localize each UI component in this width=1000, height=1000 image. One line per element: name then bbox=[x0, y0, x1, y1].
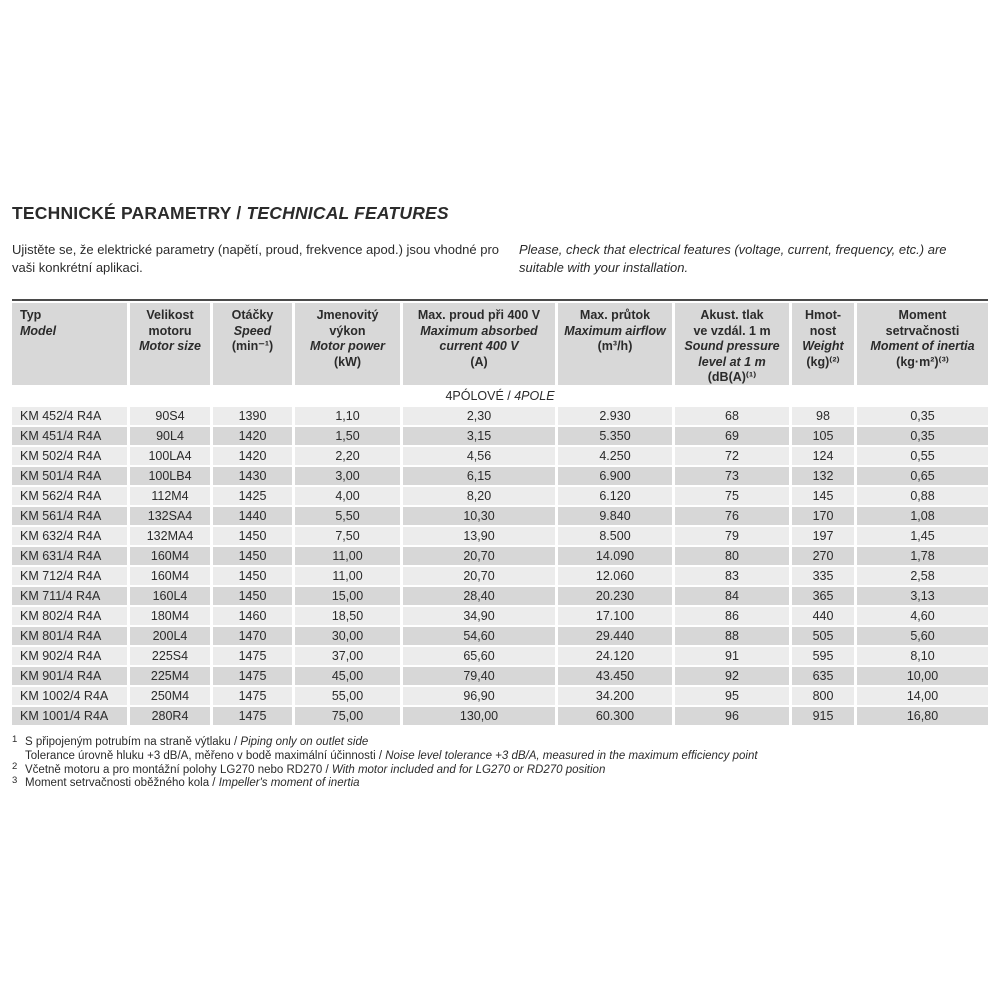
column-header bbox=[558, 303, 672, 385]
row-value-cell: 90S4 bbox=[130, 407, 210, 425]
footnote-marker: 1 bbox=[12, 733, 18, 745]
row-value-cell: 79 bbox=[675, 527, 789, 545]
footnote-czech: Moment setrvačnosti oběžného kola / bbox=[25, 777, 219, 790]
footnote-line bbox=[12, 774, 988, 791]
row-model-cell: KM 501/4 R4A bbox=[12, 467, 127, 485]
row-value-cell: 1470 bbox=[213, 627, 292, 645]
row-value-cell: 28,40 bbox=[403, 587, 555, 605]
header-line-czech: Jmenovitý bbox=[316, 308, 379, 322]
row-value-cell: 280R4 bbox=[130, 707, 210, 725]
section-label-czech: 4PÓLOVÉ / bbox=[445, 389, 515, 403]
row-value-cell: 1450 bbox=[213, 527, 292, 545]
intro-english: Please, check that electrical features (voltage, current, frequency, etc.) are suitable with your installation. bbox=[519, 242, 947, 275]
row-value-cell: 91 bbox=[675, 647, 789, 665]
row-value-cell: 43.450 bbox=[558, 667, 672, 685]
row-value-cell: 1430 bbox=[213, 467, 292, 485]
row-value-cell: 1475 bbox=[213, 647, 292, 665]
row-model-cell: KM 452/4 R4A bbox=[12, 407, 127, 425]
row-value-cell: 5,50 bbox=[295, 507, 400, 525]
footnote-line bbox=[12, 750, 988, 764]
row-model-cell: KM 451/4 R4A bbox=[12, 427, 127, 445]
footnote-czech: S připojeným potrubím na straně výtlaku / bbox=[25, 736, 241, 748]
row-value-cell: 65,60 bbox=[403, 647, 555, 665]
row-value-cell: 1,78 bbox=[857, 547, 988, 565]
row-value-cell: 8,10 bbox=[857, 647, 988, 665]
row-value-cell: 84 bbox=[675, 587, 789, 605]
row-value-cell: 225M4 bbox=[130, 667, 210, 685]
row-value-cell: 8.500 bbox=[558, 527, 672, 545]
row-value-cell: 90L4 bbox=[130, 427, 210, 445]
row-value-cell: 96 bbox=[675, 707, 789, 725]
header-line-unit: (kg·m²)⁽³⁾ bbox=[896, 354, 949, 369]
section-row-4pole bbox=[12, 387, 988, 405]
row-value-cell: 24.120 bbox=[558, 647, 672, 665]
row-value-cell: 270 bbox=[792, 547, 854, 565]
row-value-cell: 800 bbox=[792, 687, 854, 705]
row-value-cell: 95 bbox=[675, 687, 789, 705]
row-value-cell: 365 bbox=[792, 587, 854, 605]
footnote-line bbox=[12, 761, 988, 778]
row-value-cell: 10,30 bbox=[403, 507, 555, 525]
footnote-line bbox=[12, 733, 988, 750]
row-value-cell: 60.300 bbox=[558, 707, 672, 725]
row-value-cell: 5.350 bbox=[558, 427, 672, 445]
row-value-cell: 1,10 bbox=[295, 407, 400, 425]
header-line-english: Model bbox=[20, 323, 57, 338]
page-title-czech: TECHNICKÉ PARAMETRY / bbox=[12, 203, 247, 223]
row-value-cell: 98 bbox=[792, 407, 854, 425]
row-value-cell: 20,70 bbox=[403, 547, 555, 565]
header-line-unit: (A) bbox=[470, 354, 488, 369]
row-value-cell: 2,58 bbox=[857, 567, 988, 585]
row-value-cell: 3,00 bbox=[295, 467, 400, 485]
row-value-cell: 132MA4 bbox=[130, 527, 210, 545]
row-value-cell: 79,40 bbox=[403, 667, 555, 685]
row-value-cell: 11,00 bbox=[295, 547, 400, 565]
row-value-cell: 440 bbox=[792, 607, 854, 625]
column-header bbox=[295, 303, 400, 385]
header-line-english: Speed bbox=[233, 323, 272, 338]
row-value-cell: 7,50 bbox=[295, 527, 400, 545]
header-line-unit: (kW) bbox=[333, 354, 362, 369]
row-value-cell: 4,00 bbox=[295, 487, 400, 505]
row-value-cell: 1475 bbox=[213, 687, 292, 705]
row-value-cell: 0,35 bbox=[857, 427, 988, 445]
header-line-english: Motor power bbox=[310, 339, 385, 353]
row-value-cell: 9.840 bbox=[558, 507, 672, 525]
column-header bbox=[857, 303, 988, 385]
row-value-cell: 11,00 bbox=[295, 567, 400, 585]
row-value-cell: 112M4 bbox=[130, 487, 210, 505]
footnote-czech: Tolerance úrovně hluku +3 dB/A, měřeno v bodě maximální účinnosti / bbox=[25, 749, 386, 762]
row-value-cell: 15,00 bbox=[295, 587, 400, 605]
row-value-cell: 30,00 bbox=[295, 627, 400, 645]
row-value-cell: 54,60 bbox=[403, 627, 555, 645]
page-title bbox=[12, 203, 449, 224]
row-model-cell: KM 711/4 R4A bbox=[12, 587, 127, 605]
row-value-cell: 3,15 bbox=[403, 427, 555, 445]
row-value-cell: 1450 bbox=[213, 587, 292, 605]
footnote-czech: Včetně motoru a pro montážní polohy LG270 nebo RD270 / bbox=[25, 763, 332, 776]
row-value-cell: 1,08 bbox=[857, 507, 988, 525]
row-value-cell: 160L4 bbox=[130, 587, 210, 605]
features-table bbox=[12, 303, 988, 725]
row-value-cell: 1450 bbox=[213, 547, 292, 565]
row-model-cell: KM 502/4 R4A bbox=[12, 447, 127, 465]
row-value-cell: 83 bbox=[675, 567, 789, 585]
row-value-cell: 595 bbox=[792, 647, 854, 665]
row-value-cell: 124 bbox=[792, 447, 854, 465]
row-value-cell: 160M4 bbox=[130, 547, 210, 565]
column-header bbox=[12, 303, 127, 385]
row-value-cell: 5,60 bbox=[857, 627, 988, 645]
row-value-cell: 34.200 bbox=[558, 687, 672, 705]
row-value-cell: 505 bbox=[792, 627, 854, 645]
row-value-cell: 1420 bbox=[213, 447, 292, 465]
footnotes bbox=[12, 733, 988, 791]
row-model-cell: KM 1001/4 R4A bbox=[12, 707, 127, 725]
row-value-cell: 160M4 bbox=[130, 567, 210, 585]
row-value-cell: 1460 bbox=[213, 607, 292, 625]
row-model-cell: KM 561/4 R4A bbox=[12, 507, 127, 525]
row-value-cell: 20,70 bbox=[403, 567, 555, 585]
row-value-cell: 180M4 bbox=[130, 607, 210, 625]
row-value-cell: 76 bbox=[675, 507, 789, 525]
header-line-czech: Hmot- bbox=[804, 308, 842, 322]
row-value-cell: 3,13 bbox=[857, 587, 988, 605]
header-line-english: Maximum absorbed bbox=[420, 323, 538, 338]
row-model-cell: KM 712/4 R4A bbox=[12, 567, 127, 585]
row-value-cell: 34,90 bbox=[403, 607, 555, 625]
row-value-cell: 2,20 bbox=[295, 447, 400, 465]
row-value-cell: 130,00 bbox=[403, 707, 555, 725]
header-line-unit: (dB(A)⁽¹⁾ bbox=[707, 370, 757, 384]
row-value-cell: 16,80 bbox=[857, 707, 988, 725]
row-value-cell: 1,45 bbox=[857, 527, 988, 545]
section-label-english: 4POLE bbox=[514, 389, 555, 403]
row-model-cell: KM 902/4 R4A bbox=[12, 647, 127, 665]
row-value-cell: 13,90 bbox=[403, 527, 555, 545]
row-value-cell: 18,50 bbox=[295, 607, 400, 625]
row-value-cell: 12.060 bbox=[558, 567, 672, 585]
row-value-cell: 45,00 bbox=[295, 667, 400, 685]
footnote-marker: 3 bbox=[12, 774, 18, 786]
row-value-cell: 69 bbox=[675, 427, 789, 445]
row-value-cell: 915 bbox=[792, 707, 854, 725]
header-line-english: current 400 V bbox=[439, 339, 519, 353]
header-line-czech: výkon bbox=[329, 323, 366, 338]
footnote-marker: 2 bbox=[12, 761, 18, 773]
row-value-cell: 1450 bbox=[213, 567, 292, 585]
header-line-unit: (min⁻¹) bbox=[231, 339, 274, 353]
row-value-cell: 14,00 bbox=[857, 687, 988, 705]
row-value-cell: 73 bbox=[675, 467, 789, 485]
footnote-english: Noise level tolerance +3 dB/A, measured in the maximum efficiency point bbox=[385, 749, 758, 762]
row-model-cell: KM 632/4 R4A bbox=[12, 527, 127, 545]
row-model-cell: KM 901/4 R4A bbox=[12, 667, 127, 685]
header-line-czech: ve vzdál. 1 m bbox=[693, 323, 771, 338]
header-line-czech: setrvačnosti bbox=[885, 323, 960, 338]
header-line-english: Weight bbox=[802, 339, 844, 353]
row-model-cell: KM 801/4 R4A bbox=[12, 627, 127, 645]
row-value-cell: 1440 bbox=[213, 507, 292, 525]
row-value-cell: 105 bbox=[792, 427, 854, 445]
column-header bbox=[130, 303, 210, 385]
row-value-cell: 2.930 bbox=[558, 407, 672, 425]
row-value-cell: 8,20 bbox=[403, 487, 555, 505]
column-header bbox=[213, 303, 292, 385]
row-value-cell: 80 bbox=[675, 547, 789, 565]
row-value-cell: 14.090 bbox=[558, 547, 672, 565]
row-model-cell: KM 562/4 R4A bbox=[12, 487, 127, 505]
row-value-cell: 92 bbox=[675, 667, 789, 685]
header-line-english: Moment of inertia bbox=[870, 339, 975, 353]
row-value-cell: 1390 bbox=[213, 407, 292, 425]
header-line-english: level at 1 m bbox=[698, 354, 766, 369]
row-value-cell: 1,50 bbox=[295, 427, 400, 445]
row-value-cell: 6,15 bbox=[403, 467, 555, 485]
row-value-cell: 0,88 bbox=[857, 487, 988, 505]
column-header bbox=[675, 303, 789, 385]
row-model-cell: KM 1002/4 R4A bbox=[12, 687, 127, 705]
row-value-cell: 72 bbox=[675, 447, 789, 465]
header-line-czech: Otáčky bbox=[231, 308, 274, 322]
row-value-cell: 86 bbox=[675, 607, 789, 625]
row-value-cell: 200L4 bbox=[130, 627, 210, 645]
column-header bbox=[792, 303, 854, 385]
footnote-english: With motor included and for LG270 or RD270 position bbox=[331, 763, 606, 776]
row-value-cell: 75,00 bbox=[295, 707, 400, 725]
row-value-cell: 225S4 bbox=[130, 647, 210, 665]
row-value-cell: 145 bbox=[792, 487, 854, 505]
row-value-cell: 0,55 bbox=[857, 447, 988, 465]
page-title-english: TECHNICAL FEATURES bbox=[246, 203, 449, 223]
row-value-cell: 88 bbox=[675, 627, 789, 645]
row-value-cell: 635 bbox=[792, 667, 854, 685]
row-value-cell: 132 bbox=[792, 467, 854, 485]
header-line-czech: Velikost bbox=[146, 308, 194, 322]
row-value-cell: 20.230 bbox=[558, 587, 672, 605]
row-value-cell: 4,56 bbox=[403, 447, 555, 465]
row-value-cell: 4.250 bbox=[558, 447, 672, 465]
row-value-cell: 170 bbox=[792, 507, 854, 525]
intro-czech: Ujistěte se, že elektrické parametry (napětí, proud, frekvence apod.) jsou vhodné pro vaši konkrétní aplikaci. bbox=[12, 242, 500, 275]
row-value-cell: 2,30 bbox=[403, 407, 555, 425]
header-line-english: Maximum airflow bbox=[564, 323, 666, 338]
column-header bbox=[403, 303, 555, 385]
row-value-cell: 335 bbox=[792, 567, 854, 585]
footnote-english: Impeller's moment of inertia bbox=[218, 777, 360, 790]
row-value-cell: 250M4 bbox=[130, 687, 210, 705]
header-line-czech: Max. průtok bbox=[579, 308, 651, 322]
row-value-cell: 1425 bbox=[213, 487, 292, 505]
footnote-english: Piping only on outlet side bbox=[240, 736, 369, 748]
row-value-cell: 55,00 bbox=[295, 687, 400, 705]
row-value-cell: 132SA4 bbox=[130, 507, 210, 525]
header-line-czech: Moment bbox=[898, 308, 947, 322]
row-value-cell: 4,60 bbox=[857, 607, 988, 625]
row-value-cell: 1475 bbox=[213, 707, 292, 725]
row-value-cell: 17.100 bbox=[558, 607, 672, 625]
row-value-cell: 10,00 bbox=[857, 667, 988, 685]
row-value-cell: 100LB4 bbox=[130, 467, 210, 485]
row-value-cell: 1475 bbox=[213, 667, 292, 685]
row-value-cell: 0,35 bbox=[857, 407, 988, 425]
row-value-cell: 1420 bbox=[213, 427, 292, 445]
header-line-english: Motor size bbox=[139, 339, 201, 353]
header-line-czech: nost bbox=[809, 323, 837, 338]
row-value-cell: 37,00 bbox=[295, 647, 400, 665]
row-value-cell: 6.120 bbox=[558, 487, 672, 505]
row-value-cell: 29.440 bbox=[558, 627, 672, 645]
row-value-cell: 197 bbox=[792, 527, 854, 545]
header-line-czech: Akust. tlak bbox=[700, 308, 764, 322]
row-value-cell: 100LA4 bbox=[130, 447, 210, 465]
header-line-unit: (kg)⁽²⁾ bbox=[806, 354, 840, 369]
row-value-cell: 6.900 bbox=[558, 467, 672, 485]
row-value-cell: 68 bbox=[675, 407, 789, 425]
header-line-english: Sound pressure bbox=[684, 339, 780, 353]
row-model-cell: KM 631/4 R4A bbox=[12, 547, 127, 565]
header-line-czech: Typ bbox=[20, 308, 42, 322]
row-value-cell: 96,90 bbox=[403, 687, 555, 705]
table-top-rule bbox=[12, 299, 988, 301]
header-line-czech: Max. proud při 400 V bbox=[417, 308, 541, 322]
header-line-unit: (m³/h) bbox=[597, 339, 633, 353]
row-model-cell: KM 802/4 R4A bbox=[12, 607, 127, 625]
header-line-czech: motoru bbox=[148, 323, 192, 338]
row-value-cell: 0,65 bbox=[857, 467, 988, 485]
row-value-cell: 75 bbox=[675, 487, 789, 505]
